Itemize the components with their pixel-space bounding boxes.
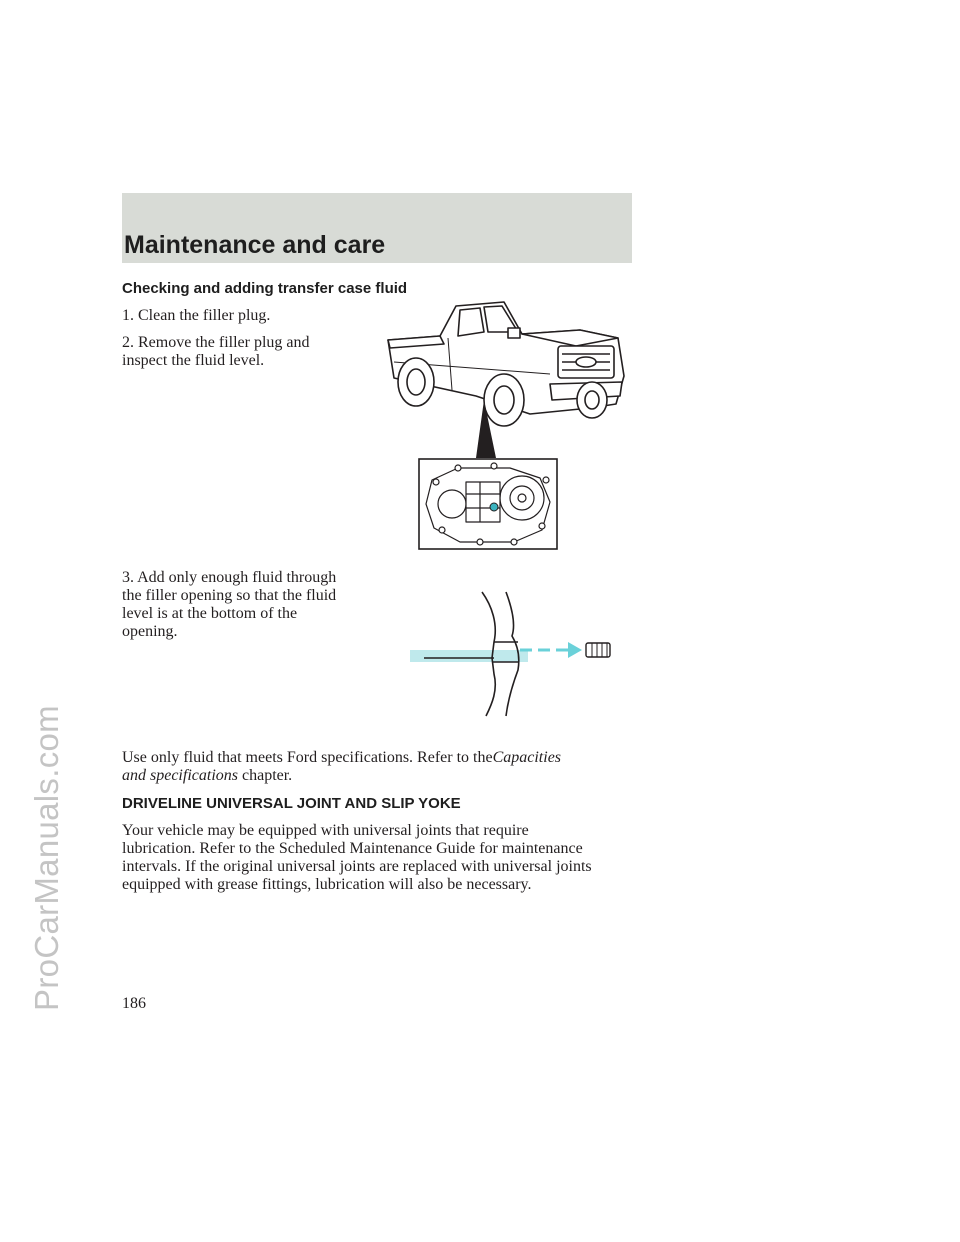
step-3-line-2: the filler opening so that the fluid <box>122 587 337 604</box>
driveline-line-4: equipped with grease fittings, lubrication will also be necessary. <box>122 876 532 893</box>
note-lead: Use only fluid that meets Ford specifications. Refer to the <box>122 749 493 766</box>
watermark <box>0 0 65 1242</box>
driveline-heading: DRIVELINE UNIVERSAL JOINT AND SLIP YOKE <box>122 795 461 812</box>
subsection-heading: Checking and adding transfer case fluid <box>122 280 408 297</box>
section-title: Maintenance and care <box>124 231 386 259</box>
note-line-1 <box>122 749 561 767</box>
filler-plug-illustration <box>408 590 614 718</box>
section-header <box>122 193 632 263</box>
step-2-line-1: 2. Remove the filler plug and <box>122 334 310 351</box>
step-2-line-2: inspect the fluid level. <box>122 352 265 369</box>
step-3-line-4: opening. <box>122 623 178 640</box>
note-ref-capacities: Capacities <box>492 749 562 766</box>
note-line-2 <box>122 767 292 785</box>
driveline-line-2: lubrication. Refer to the Scheduled Maintenance Guide for maintenance <box>122 840 583 857</box>
step-3-line-1: 3. Add only enough fluid through <box>122 569 337 586</box>
driveline-line-1: Your vehicle may be equipped with universal joints that require <box>122 822 529 839</box>
step-3-line-3: level is at the bottom of the <box>122 605 298 622</box>
page-number: 186 <box>122 995 146 1012</box>
note-tail: chapter. <box>241 767 293 784</box>
driveline-line-3: intervals. If the original universal joints are replaced with universal joints <box>122 858 592 875</box>
filler-plug-marker <box>490 503 498 511</box>
watermark-text: ProCarManuals.com <box>28 705 65 1011</box>
transfer-case-illustration <box>418 458 558 550</box>
note-ref-specifications: and specifications <box>122 767 242 784</box>
step-1: 1. Clean the filler plug. <box>122 307 271 324</box>
